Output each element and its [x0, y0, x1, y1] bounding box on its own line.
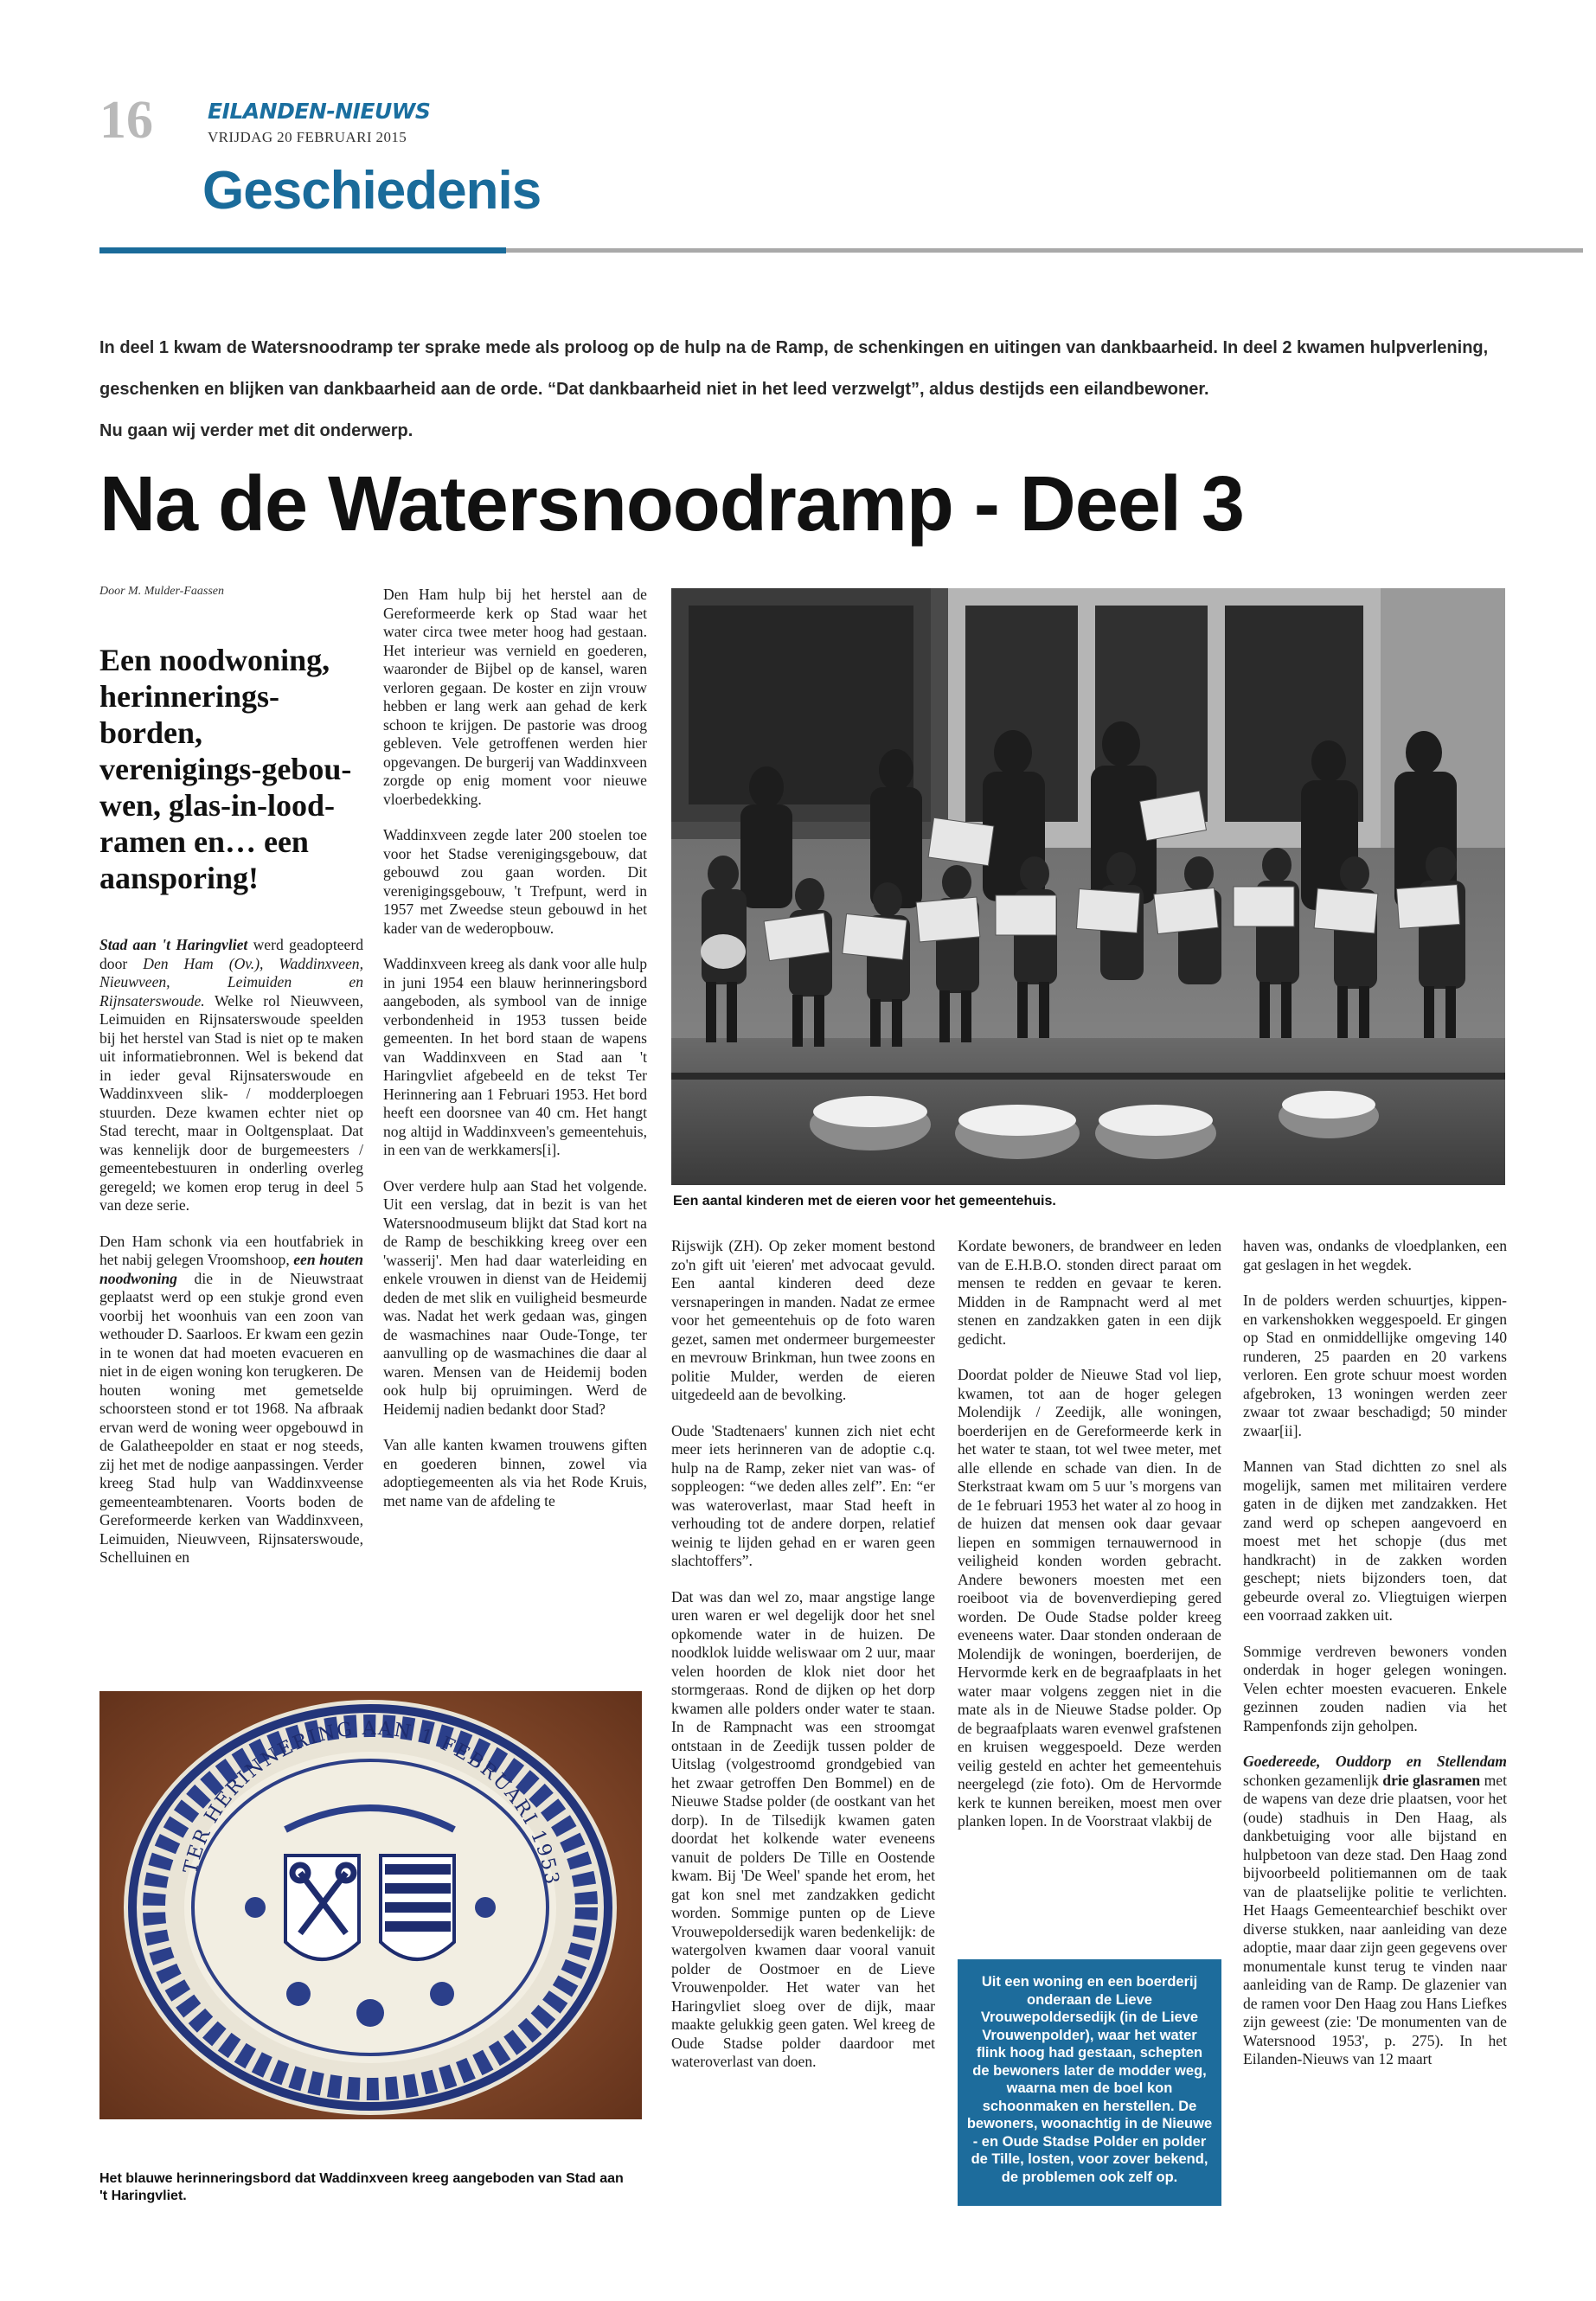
- issue-date: VRIJDAG 20 FEBRUARI 2015: [208, 129, 407, 145]
- plate-caption: Het blauwe herinneringsbord dat Waddinxveen kreeg aangeboden van Stad aan 't Haringvliet.: [99, 2171, 624, 2203]
- highlight-box: Uit een woning en een boerderij onderaan de Lieve Vrouwepoldersedijk (in de Lieve Vrouwenpolder), waar het water flink hoog had gestaan, schepten de bewoners later de modder weg, waarna men de boel kon schoonmaken en herstellen. De bewoners, woonachtig in de Nieuwe - en Oude Stadse Polder en polder de Tille, losten, voor zover bekend, de problemen ook zelf op.: [958, 1959, 1221, 2206]
- plate-inscription: TER HERINNERING AAN 1 FEBRUARI 1953: [180, 1717, 563, 1888]
- article-column-5: [1243, 1237, 1507, 2086]
- article-column-2: [383, 586, 647, 1528]
- intro-paragraph: Nu gaan wij verder met dit onderwerp.: [99, 421, 413, 440]
- paragraph: Over verdere hulp aan Stad het volgende. Uit een verslag, dat in bezit is van het Watersnoodmuseum blijkt dat Stad kort na de Ramp de beschikking kreeg over een 'wasserij'. Men had daar waterleiding en enkele vrouwen in dienst van de Heidemij deden de met slik en vuiligheid besmeurde was. Nadat het werk gedaan was, gingen de wasmachines naar Oude-Tonge, ter aanvulling op de wasmachines die daar al waren. Mensen van de Heidemij boden ook hulp bij opruimingen. Werd de Heidemij nadien bedankt door Stad?: [383, 1176, 647, 1418]
- paragraph: Kordate bewoners, de brandweer en leden van de E.H.B.O. stonden direct paraat om mensen te redden en gevaar te keren. Midden in de Rampnacht werd al met stenen en zandzakken gaten in een dijk gedicht.: [958, 1237, 1221, 1348]
- paragraph: Mannen van Stad dichtten zo snel als mogelijk, samen met militairen verdere gaten in de dijken met zandzakken. Het zand werd op schepen aangevoerd en moest met het schopje (dus met handkracht) in de zakken worden geschept; niets bijzonders toen, dat gebeurde overal zo. Vliegtuigen wierpen een voorraad zakken uit.: [1243, 1458, 1507, 1624]
- byline: Door M. Mulder-Faassen: [99, 585, 224, 598]
- newspaper-logo: EILANDEN-NIEUWS: [208, 99, 431, 124]
- paragraph: Sommige verdreven bewoners vonden onderdak in hoger gelegen woningen. Velen echter moesten evacueren. Enkele gezinnen zouden nadien via het Rampenfonds zijn geholpen.: [1243, 1642, 1507, 1734]
- paragraph: Van alle kanten kwamen trouwens giften en goederen binnen, zowel via adoptiegemeenten als via het Rode Kruis, met name van de afdeling te: [383, 1436, 647, 1509]
- paragraph: Goedereede, Ouddorp en Stellendam schonken gezamenlijk drie glasramen met de wapens van deze drie plaatsen, voor het (oude) stadhuis in Den Haag, als dankbetuiging voor alle bijstand en hulpbetoon van deze stad. Den Haag zond bijvoorbeeld politiemannen om de taak van de plaatselijke politie te verlichten. Het Haags Gemeentearchief beschikt over diverse stukken, naar aanleiding van deze adoptie, maar daar zijn geen gegevens over monumentale kunst terug te vinden naar aanleiding van de Ramp. De glazenier van de ramen voor Den Haag zou Hans Liefkes zijn geweest (zie: 'De monumenten van de Watersnood 1953', p. 275). In het Eilanden-Nieuws van 12 maart: [1243, 1753, 1507, 2067]
- photo-children-eggs: [671, 588, 1505, 1185]
- article-column-3: [671, 1237, 935, 2089]
- plate-image: [99, 1691, 642, 2119]
- children-photo-image: [671, 588, 1505, 1185]
- article-column-1: [99, 936, 363, 1585]
- article-headline: Na de Watersnoodramp - Deel 3: [99, 461, 1244, 548]
- section-title: Geschiedenis: [202, 161, 542, 221]
- paragraph: Den Ham schonk via een houtfabriek in het nabij gelegen Vroomshoop, een houten noodwoning die in de Nieuwstraat geplaatst werd op een stukje grond even voorbij het woonhuis van een zoon van wethouder D. Saarloos. Er kwam een gezin in te wonen dat had moeten evacueren en niet in de eigen woning kon terugkeren. De houten woning met gemetselde schoorsteen stond er tot 1968. Na afbraak ervan werd de woning weer opgebouwd in de Galatheepolder en staat er nog steeds, zij het met de nodige aanpassingen. Verder kreeg Stad hulp van Waddinxveense gemeenteambtenaren. Voorts boden de Gereformeerde kerken van Waddinxveen, Leimuiden, Nieuwveen, Rijnsaterswoude, Schelluinen en: [99, 1232, 363, 1566]
- paragraph: Waddinxveen kreeg als dank voor alle hulp in juni 1954 een blauw herinneringsbord aangeboden, als symbool van de innige verbondenheid in 1953 tussen beide gemeenten. In het bord staan de wapens van Waddinxveen en Stad aan 't Haringvliet afgebeeld en de tekst Ter Herinnering aan 1 Februari 1953. Het bord heeft een doorsnee van 40 cm. Het hangt nog altijd in Waddinxveen's gemeentehuis, in een van de werkkamers[i].: [383, 955, 647, 1158]
- photo-commemorative-plate: [99, 1691, 642, 2119]
- paragraph: In de polders werden schuurtjes, kippen- en varkenshokken weggespoeld. Er gingen op Stad en onmiddellijke omgeving 140 runderen, 25 paarden en 20 varkens verloren. Een grote schuur moest worden afgebroken, 13 woningen werden zeer zwaar tot zwaar beschadigd; 50 minder zwaar[ii].: [1243, 1292, 1507, 1439]
- intro-paragraph: In deel 1 kwam de Watersnoodramp ter sprake mede als proloog op de hulp na de Ramp, de schenkingen en uitingen van dankbaarheid. In deel 2 kwamen hulpverlening, geschenken en blijken van dankbaarheid aan de orde. “Dat dankbaarheid niet in het leed verzwelgt”, aldus destijds een eilandbewoner.: [99, 338, 1489, 399]
- section-rule-accent: [99, 247, 506, 253]
- paragraph: Stad aan 't Haringvliet werd geadopteerd door Den Ham (Ov.), Waddinxveen, Nieuwveen, Leimuiden en Rijnsaterswoude. Welke rol Nieuwveen, Leimuiden en Rijnsaterswoude speelden bij het herstel van Stad is niet op te maken uit informatiebronnen. Wel is bekend dat in ieder geval Rijnsaterswoude en Waddinxveen slik- / modderploegen stuurden. Deze kwamen echter niet op Stad terecht, maar in Ooltgensplaat. Dat was kennelijk door de burgemeesters / gemeentebestuuren in onderling overleg geregeld; we komen erop terug in deel 5 van deze serie.: [99, 936, 364, 1214]
- paragraph: Dat was dan wel zo, maar angstige lange uren waren er wel degelijk door het snel opkomende water in de huizen. De noodklok luidde weliswaar om 2 uur, maar velen hoorden de klok niet door het stormgeraas. Rond de dijken op het dorp kwamen alle polders onder water te staan. In de Rampnacht was een stroomgat ontstaan in de Zeedijk tussen polder de Uitslag (volgestroomd grondgebied van het zwaar getroffen Den Bommel) en de Nieuwe Stadse polder (de oostkant van het dorp). In de Tilsedijk kwamen gaten doordat het kolkende water eveneens vanuit de polders De Tille en Oostende kwam. Bij 'De Weel' spande het erom, het gat kon snel met zandzakken gedicht worden. Sommige punten op de Lieve Vrouwepoldersedijk waren bedenkelijk: de watergolven kwamen daar vooral vanuit polder de Oostmoer en de Lieve Vrouwenpolder. Het water van het Haringvliet sloeg over de dijk, maar maakte gelukkig geen gaten. Wel kreeg de Oude Stadse polder daardoor met wateroverlast van doen.: [671, 1587, 935, 2070]
- photo-caption: Een aantal kinderen met de eieren voor het gemeentehuis.: [673, 1194, 1056, 1208]
- paragraph: Waddinxveen zegde later 200 stoelen toe voor het Stadse verenigingsgebouw, dat gebouwd zou gaan worden. Dit verenigingsgebouw, 't Trefpunt, werd in 1957 met Zweedse steun gebouwd in het kader van de wederopbouw.: [383, 826, 647, 937]
- paragraph: Doordat polder de Nieuwe Stad vol liep, kwamen, tot aan de hoger gelegen Molendijk / Zeedijk, alle woningen, boerderijen en de Gereformeerde kerk in het water te staan, tot wel twee meter, met alle ellende en schade van dien. In de Sterkstraat kwam om 5 uur 's morgens van de 1e februari 1953 het water al zo hoog in de huizen dat mensen ook daar gevaar liepen en sommigen ternauwernood in veiligheid konden worden gebracht. Andere bewoners moesten met een roeiboot via de bovenverdieping gered worden. De Oude Stadse polder kreeg eveneens water. Daar stonden onderaan de Molendijk de woningen, boerderijen, de Hervormde kerk en de begraafplaats in het water maar volgens zeggen niet in die mate als in de Nieuwe Stadse polder. Op de begraafplaats waren evenwel grafstenen en kruisen weggespoeld. Deze werden veilig gesteld en achter het gemeentehuis neergelegd (zie foto). Om de Hervormde kerk te kunnen bereiken, moest men over planken lopen. In de Voorstraat vlakbij de: [958, 1366, 1221, 1830]
- paragraph: Rijswijk (ZH). Op zeker moment bestond zo'n gift uit 'eieren' met advocaat gevuld. Een aantal kinderen deed deze versnaperingen in manden. Nadat ze ermee voor het gemeentehuis op de foto waren gezet, samen met ondermeer burgemeester en mevrouw Brinkman, hun twee zoons en politie Mulder, werden de eieren uitgedeeld aan de bevolking.: [671, 1237, 935, 1403]
- paragraph: Den Ham hulp bij het herstel aan de Gereformeerde kerk op Stad waar het water circa twee meter hoog had gestaan. Het interieur was vernield en goederen, waaronder de Bijbel op de kansel, waren verloren gegaan. De koster en zijn vrouw hebben er lang werk aan gehad de kerk schoon te krijgen. De pastorie was droog gebleven. Vele getroffenen werden hier opgevangen. De burgerij van Waddinxveen zorgde op enig moment voor nieuwe vloerbedekking.: [383, 586, 647, 808]
- article-column-4: [958, 1237, 1221, 1849]
- page-number: 16: [99, 91, 153, 150]
- paragraph: Oude 'Stadtenaers' kunnen zich niet echt meer iets herinneren van de adoptie c.q. hulp na de Ramp, zeker niet van was- of soppleogen: “we deden alles zelf”. En: “er was wateroverlast, maar Stad heeft in verhouding tot de andere dorpen, relatief weinig te lijden gehad en er waren geen slachtoffers”.: [671, 1421, 935, 1569]
- intro-text: [99, 327, 1509, 452]
- section-rule: [506, 248, 1583, 253]
- paragraph: haven was, ondanks de vloedplanken, een gat geslagen in het wegdek.: [1243, 1237, 1507, 1273]
- article-subhead: Een noodwoning, herinnerings-borden, verenigings-gebou-wen, glas-in-lood-ramen en… een aansporing!: [99, 643, 352, 895]
